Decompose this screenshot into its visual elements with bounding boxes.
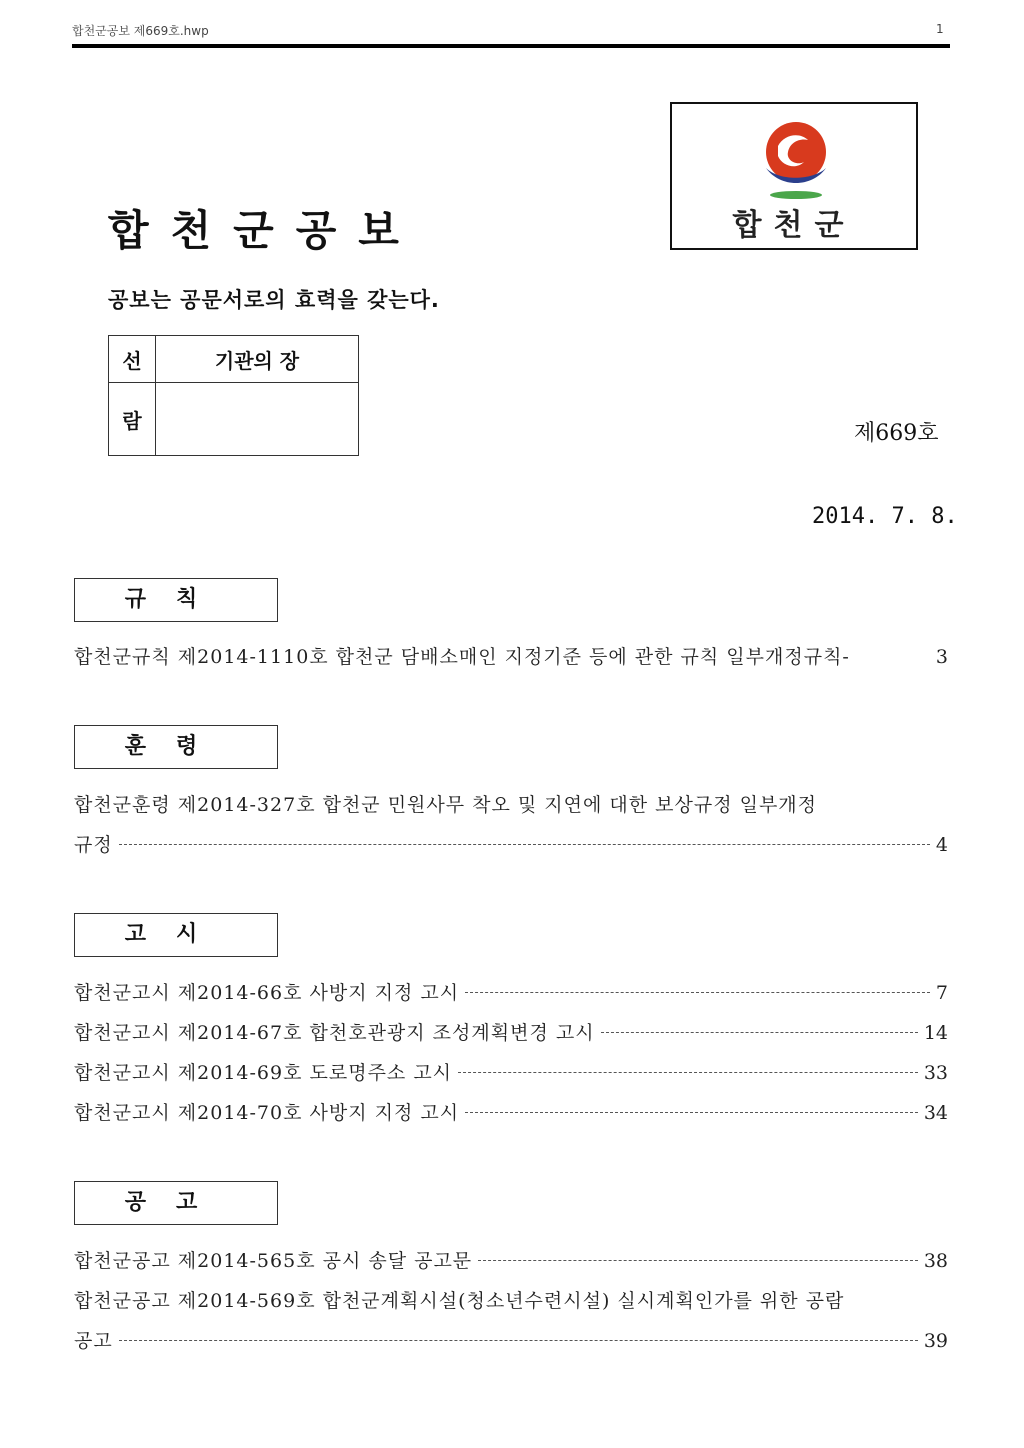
page-title: 합천군공보 (108, 206, 421, 255)
issue-date: 2014. 7. 8. (812, 504, 958, 529)
toc-entry-text: 공고 (74, 1330, 113, 1352)
emblem-green-base (770, 191, 822, 199)
toc-entry[interactable] (74, 1246, 948, 1273)
toc-entry[interactable] (74, 1058, 948, 1085)
approval-table (108, 335, 359, 456)
toc-entry-text: 합천군공고 제2014-565호 공시 송달 공고문 (74, 1250, 473, 1272)
toc-leader (119, 844, 930, 845)
toc-entry-text: 합천군고시 제2014-67호 합천호관광지 조성계획변경 고시 (74, 1022, 595, 1044)
county-emblem-icon (756, 116, 836, 204)
toc-entry[interactable] (74, 642, 948, 669)
section-heading-rules: 규칙 (74, 578, 278, 622)
approval-signature-cell (156, 383, 359, 456)
toc-leader (119, 1340, 918, 1341)
toc-entry[interactable] (74, 830, 948, 857)
toc-entry-page: 34 (923, 1102, 948, 1124)
toc-leader (478, 1260, 918, 1261)
toc-entry[interactable] (74, 1326, 948, 1353)
header-rule (72, 44, 950, 48)
toc-entry-line1[interactable]: 합천군훈령 제2014-327호 합천군 민원사무 착오 및 지연에 대한 보상규정 일부개정 (74, 794, 818, 816)
toc-entry-page: 7 (935, 982, 948, 1004)
section-heading-notices: 고시 (74, 913, 278, 957)
toc-leader (458, 1072, 918, 1073)
toc-entry-page: 38 (923, 1250, 948, 1272)
approval-side-top: 선 (109, 336, 156, 383)
county-logo (670, 102, 918, 250)
approval-header: 기관의 장 (156, 336, 359, 383)
section-heading-directives: 훈령 (74, 725, 278, 769)
toc-leader (601, 1032, 918, 1033)
toc-entry-page: 3 (935, 646, 948, 668)
toc-entry-page: 14 (923, 1022, 948, 1044)
header-file-name: 합천군공보 제669호.hwp (72, 24, 209, 38)
toc-entry-line1[interactable]: 합천군공고 제2014-569호 합천군계획시설(청소년수련시설) 실시계획인가를 위한 공람 (74, 1290, 845, 1312)
logo-text: 합천군 (732, 208, 856, 243)
toc-entry[interactable] (74, 1098, 948, 1125)
toc-entry-page: 39 (923, 1330, 948, 1352)
section-heading-announcements: 공고 (74, 1181, 278, 1225)
toc-entry-page: 4 (935, 834, 948, 856)
toc-entry-page: 33 (923, 1062, 948, 1084)
toc-entry-text: 규정 (74, 834, 113, 856)
toc-leader (465, 1112, 918, 1113)
toc-entry-text: 합천군고시 제2014-66호 사방지 지정 고시 (74, 982, 460, 1004)
toc-entry-text: 합천군고시 제2014-70호 사방지 지정 고시 (74, 1102, 460, 1124)
toc-entry-text: 합천군규칙 제2014-1110호 합천군 담배소매인 지정기준 등에 관한 규칙 일부개정규칙- (74, 646, 850, 668)
toc-leader (465, 992, 930, 993)
toc-entry-text: 합천군고시 제2014-69호 도로명주소 고시 (74, 1062, 453, 1084)
header-page-number: 1 (936, 22, 944, 36)
toc-entry[interactable] (74, 1018, 948, 1045)
toc-entry[interactable] (74, 978, 948, 1005)
page-subtitle: 공보는 공문서로의 효력을 갖는다. (108, 288, 440, 312)
emblem-red-circle (766, 122, 826, 182)
issue-number: 제669호 (854, 421, 939, 446)
approval-side-bottom: 람 (109, 383, 156, 456)
